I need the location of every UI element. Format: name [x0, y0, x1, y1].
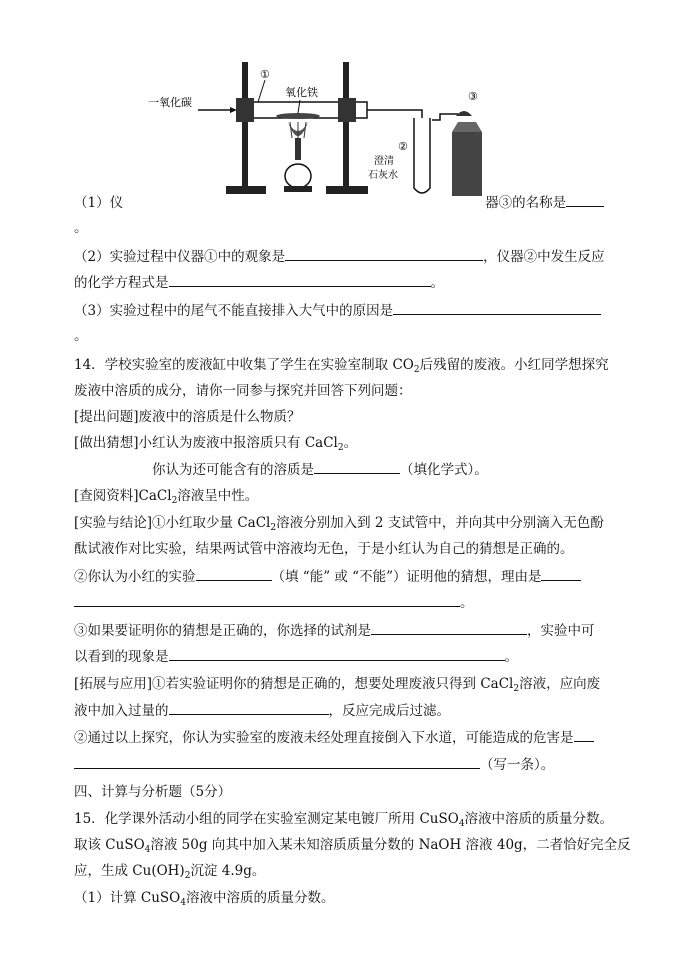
q14-info-text-b: 溶液呈中性。 [177, 488, 259, 504]
q3-blank[interactable] [393, 300, 601, 315]
q14-q2-text-a: ②你认为小红的实验 [74, 569, 196, 585]
q14-ext2-text-a: 液中加入过量的 [74, 703, 169, 719]
apparatus-diagram [140, 58, 510, 200]
q14-q2-text-b: （填 “能” 或 “不能”）证明他的猜想，理由是 [271, 569, 542, 585]
q1-text-b: 器③的名称是 [485, 195, 567, 211]
q14-q3-text-c: 以看到的现象是 [74, 649, 169, 665]
q14-ext-4 [74, 754, 554, 775]
q15-line-2 [74, 835, 631, 855]
q15-text-2a: 取该 CuSO [74, 837, 145, 853]
q1-end: 。 [74, 220, 88, 236]
q15-sub1-sub: 4 [180, 898, 186, 908]
q14-guess-text: [做出猜想]小红认为废液中报溶质只有 CaCl [74, 435, 338, 451]
q14-your-guess-hint: （填化学式）。 [400, 462, 488, 478]
q15-sub-3: 2 [184, 871, 191, 881]
q14-q2-line [74, 566, 581, 587]
q3-text: （3）实验过程中的尾气不能直接排入大气中的原因是 [74, 303, 394, 319]
q14-problem: [提出问题]废液中的溶质是什么物质？ [74, 409, 301, 425]
q14-your-guess [74, 459, 488, 480]
q1-line [74, 192, 604, 213]
q14-sub-1: 2 [413, 365, 420, 375]
q14-ext-blank-2[interactable] [574, 727, 594, 742]
q2-text-a: （2）实验过程中仪器①中的观象是 [74, 249, 286, 265]
limewater-label-2: 石灰水 [368, 170, 398, 181]
label-2: ② [398, 140, 408, 153]
q14-exp-text-a: [实验与结论]①小红取少量 CaCl [74, 515, 271, 531]
q14-info [74, 486, 258, 506]
q14-text-1a: 14．学校实验室的废液缸中收集了学生在实验室制取 CO [74, 357, 414, 373]
q1-blank[interactable] [566, 192, 604, 207]
q14-ext-sub: 2 [513, 684, 520, 694]
fe2o3-label: 氧化铁 [285, 86, 318, 99]
q1-text-a: （1）仪 [74, 195, 124, 211]
q14-line-1 [74, 355, 609, 375]
q14-exp-sub: 2 [270, 523, 277, 533]
q15-sub1-text-b: 溶液中溶质的质量分数。 [185, 890, 335, 906]
q15-line-3 [74, 861, 265, 881]
q14-q2-line-2 [74, 592, 474, 613]
apparatus-figure [140, 58, 510, 200]
q14-q2-blank-1[interactable] [196, 566, 272, 581]
q14-ext4-text: （写一条）。 [480, 757, 555, 773]
q14-ext-blank-1[interactable] [169, 700, 329, 715]
q14-info-text: [查阅资料]CaCl [74, 488, 172, 504]
q15-sub-2: 4 [144, 845, 151, 855]
q14-q3-blank-1[interactable] [371, 620, 527, 635]
q14-info-sub: 2 [171, 496, 178, 506]
q14-ext3-text: ②通过以上探究，你认为实验室的废液未经处理直接倒入下水道，可能造成的危害是 [74, 730, 574, 746]
q14-q3-blank-2[interactable] [169, 646, 505, 661]
q14-q3-line-2 [74, 646, 518, 667]
q2-blank-1[interactable] [285, 246, 483, 261]
q2-line-2 [74, 272, 444, 293]
q14-ext-blank-3[interactable] [74, 754, 480, 769]
q15-sub-1: 4 [458, 819, 465, 829]
co-label: 一氧化碳 [148, 96, 192, 109]
q14-q2-blank-2[interactable] [541, 566, 581, 581]
q14-line-2: 废液中溶质的成分，请你一同参与探究并回答下列问题： [74, 383, 412, 399]
q14-text-1b: 后残留的废液。小红同学想探究 [419, 357, 609, 373]
limewater-label-1: 澄清 [374, 156, 394, 167]
q14-ext-text-a: [拓展与应用]①若实验证明你的猜想是正确的，想要处理废液只得到 CaCl [74, 676, 514, 692]
q2-text-b: ，仪器②中发生反应 [483, 249, 605, 265]
section4-title: 四、计算与分析题（5分） [74, 784, 232, 800]
q2-end: 。 [430, 275, 444, 291]
q2-text-c: 的化学方程式是 [74, 275, 169, 291]
q2-blank-2[interactable] [169, 272, 431, 287]
q14-ext-2 [74, 700, 450, 721]
q14-q3-text-a: ③如果要证明你的猜想是正确的，你选择的试剂是 [74, 623, 371, 639]
q14-exp-1 [74, 513, 604, 533]
q15-text-2b: 溶液 50g 向其中加入某未知溶质质量分数的 NaOH 溶液 40g，二者恰好完全反 [150, 837, 631, 853]
q14-ext-text-b: 溶液，应向废 [519, 676, 601, 692]
q14-q3-text-b: ，实验中可 [527, 623, 595, 639]
label-1: ① [260, 68, 270, 81]
q15-sub1-text-a: （1）计算 CuSO [74, 890, 181, 906]
q14-ext2-text-b: ，反应完成后过滤。 [328, 703, 450, 719]
q14-q3-end: 。 [504, 649, 518, 665]
q15-line-1 [74, 809, 613, 829]
q14-ext-3 [74, 727, 594, 748]
q15-text-1b: 溶液中溶质的质量分数。 [464, 811, 614, 827]
q14-exp-text-b: 溶液分别加入到 2 支试管中，并向其中分别滴入无色酚 [276, 515, 604, 531]
q14-ext-1 [74, 674, 600, 694]
q14-q2-end: 。 [460, 595, 474, 611]
label-3: ③ [468, 90, 478, 103]
q15-text-3a: 应，生成 Cu(OH) [74, 863, 185, 879]
q14-guess-end: 。 [343, 435, 358, 451]
q15-text-1a: 15．化学课外活动小组的同学在实验室测定某电镀厂所用 CuSO [74, 811, 459, 827]
q14-q2-blank-3[interactable] [74, 592, 460, 607]
q14-your-guess-blank[interactable] [314, 459, 400, 474]
q14-your-guess-text: 你认为还可能含有的溶质是 [152, 462, 314, 478]
q14-q3-line [74, 620, 595, 641]
q2-line-1 [74, 246, 605, 267]
q3-line [74, 300, 601, 321]
q14-guess [74, 433, 357, 453]
q15-text-3b: 沉淀 4.9g。 [190, 863, 266, 879]
q15-sub-question-1 [74, 888, 334, 908]
q14-exp-2: 酞试液作对比实验，结果两试管中溶液均无色，于是小红认为自己的猜想是正确的。 [74, 541, 574, 557]
q3-end: 。 [74, 328, 88, 344]
q14-guess-sub: 2 [337, 443, 344, 453]
